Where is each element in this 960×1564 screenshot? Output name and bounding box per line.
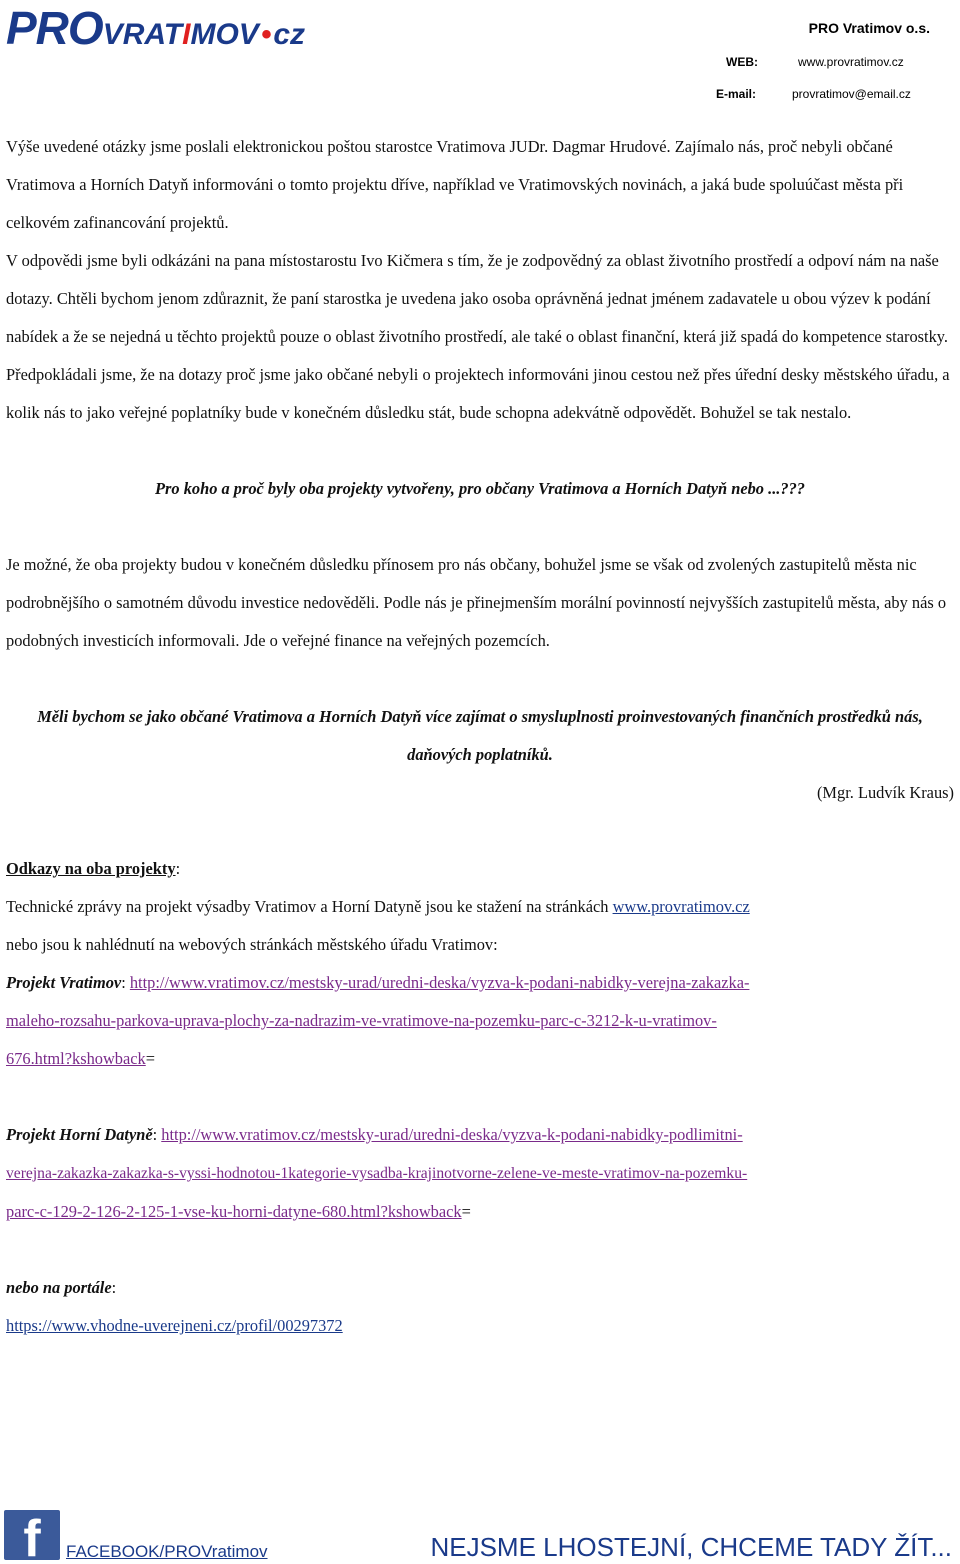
portal-url[interactable]: https://www.vhodne-uverejneni.cz/profil/00297372 (6, 1316, 343, 1335)
logo-name-a: VRAT (102, 18, 183, 51)
project-datyne-url-3[interactable]: parc-c-129-2-126-2-125-1-vse-ku-horni-datyne-680.html?kshowback (6, 1202, 462, 1221)
project-datyne-url-1[interactable]: http://www.vratimov.cz/mestsky-urad/uredni-deska/vyzva-k-podani-nabidky-podlimitni- (161, 1125, 743, 1144)
web-contact (726, 55, 946, 71)
project-vratimov-line (6, 964, 954, 1002)
slogan: NEJSME LHOSTEJNÍ, CHCEME TADY ŽÍT... (430, 1532, 952, 1562)
facebook-icon[interactable]: f (4, 1510, 60, 1560)
author-signature: (Mgr. Ludvík Kraus) (816, 783, 954, 802)
paragraph-response: V odpovědi jsme byli odkázáni na pana místostarostu Ivo Kičmera s tím, že je zodpovědný za oblast životního prostředí a odpoví nám na naše dotazy. Chtěli bychom jenom zdůraznit, že paní starostka je uvedena jako osoba oprávněná jednat jménem zadavatele u obou výzev k podání nabídek a že se nejedná u těchto projektů pouze o oblast životního prostředí, ale také o oblast finanční, která již spadá do kompetence starostky. Předpokládali jsme, že na dotazy proč jsme jako občané nebyli o projektech informováni jinou cestou než přes úřední desky městského úřadu, a kolik nás to jako veřejné poplatníky bude v konečném důsledku stát, bude schopna adekvátně odpovědět. Bohužel se tak nestalo. (6, 251, 950, 422)
links-intro-line-2: nebo jsou k nahlédnutí na webových stránkách městského úřadu Vratimov: (6, 935, 498, 954)
project-vratimov-url-2[interactable]: maleho-rozsahu-parkova-uprava-plochy-za-nadrazim-ve-vratimove-na-pozemku-parc-c-3212-k-u-vratimov- (6, 1011, 717, 1030)
provratimov-link[interactable]: www.provratimov.cz (612, 897, 750, 916)
project-datyne-url-line-2 (6, 1154, 954, 1193)
spacer (6, 508, 954, 546)
logo-name-i: I (182, 18, 191, 51)
project-vratimov-tail: = (145, 1049, 156, 1068)
project-datyne-url-line-3 (6, 1193, 954, 1231)
portal-url-line (6, 1307, 954, 1345)
email-label: E-mail: (716, 87, 757, 101)
project-vratimov-url-3[interactable]: 676.html?kshowback (6, 1049, 146, 1068)
project-vratimov-url-line-2 (6, 1002, 954, 1040)
spacer (6, 660, 954, 698)
logo-dot: • (260, 18, 272, 51)
logo-tld: cz (273, 18, 306, 51)
spacer (6, 812, 954, 850)
email-value[interactable]: provratimov@email.cz (792, 87, 911, 101)
logo-name-b: MOV (190, 18, 259, 51)
page-footer (0, 1500, 960, 1564)
project-datyne-tail: = (461, 1202, 471, 1221)
closing-statement: Měli bychom se jako občané Vratimova a Horních Datyň více zajímat o smysluplnosti proinvestovaných finančních prostředků nás, daňových poplatníků. (37, 707, 923, 764)
project-datyne-line (6, 1116, 954, 1154)
project-datyne-url-2[interactable]: verejna-zakazka-zakazka-s-vyssi-hodnotou-1kategorie-vysadba-krajinotvorne-zelene-ve-meste-vratimov-na-pozemku- (6, 1165, 748, 1182)
spacer (6, 1231, 954, 1269)
logo-pro: PRO (6, 2, 103, 54)
links-intro-text: Technické zprávy na projekt výsadby Vratimov a Horní Datyně jsou ke stažení na stránkách (6, 897, 613, 916)
project-vratimov-url-1[interactable]: http://www.vratimov.cz/mestsky-urad/uredni-deska/vyzva-k-podani-nabidky-verejna-zakazka- (129, 973, 750, 992)
project-vratimov-url-line-3 (6, 1040, 954, 1078)
portal-label: nebo na portále (6, 1278, 112, 1297)
spacer (6, 1078, 954, 1116)
provratimov-logo (6, 4, 305, 52)
links-heading-line (6, 850, 954, 888)
spacer (6, 432, 954, 470)
document-body (6, 128, 954, 1345)
project-vratimov-label: Projekt Vratimov (6, 973, 122, 992)
paragraph-opinion: Je možné, že oba projekty budou v konečném důsledku přínosem pro nás občany, bohužel jsme se však od zvolených zastupitelů města nic podrobnějšího o samotném důvodu investice nedověděli. Podle nás je přinejmenším morální povinností nejvyšších zastupitelů města, aby nás o podobných investicích informovali. Jde o veřejné finance na veřejných pozemcích. (6, 555, 947, 650)
portal-line (6, 1269, 954, 1307)
organization-name: PRO Vratimov o.s. (808, 20, 930, 36)
question-heading: Pro koho a proč byly oba projekty vytvořeny, pro občany Vratimova a Horních Datyň nebo ...??? (155, 479, 805, 498)
portal-colon: : (111, 1278, 117, 1297)
paragraph-intro: Výše uvedené otázky jsme poslali elektronickou poštou starostce Vratimova JUDr. Dagmar Hrudové. Zajímalo nás, proč nebyli občané Vratimova a Horních Datyň informováni o tomto projektu dříve, například ve Vratimovských novinách, a jaká bude spoluúčast města při celkovém zafinancování projektů. (6, 137, 904, 232)
facebook-link[interactable]: FACEBOOK/PROVratimov (66, 1542, 268, 1561)
email-contact (716, 87, 946, 103)
links-intro-line (6, 888, 954, 926)
project-vratimov-colon: : (121, 973, 130, 992)
links-heading: Odkazy na oba projekty (6, 859, 176, 878)
project-datyne-label: Projekt Horní Datyně (6, 1125, 153, 1144)
links-heading-colon: : (175, 859, 181, 878)
web-value[interactable]: www.provratimov.cz (798, 55, 904, 69)
web-label: WEB: (726, 55, 758, 69)
project-datyne-colon: : (152, 1125, 162, 1144)
page-header (0, 0, 960, 110)
